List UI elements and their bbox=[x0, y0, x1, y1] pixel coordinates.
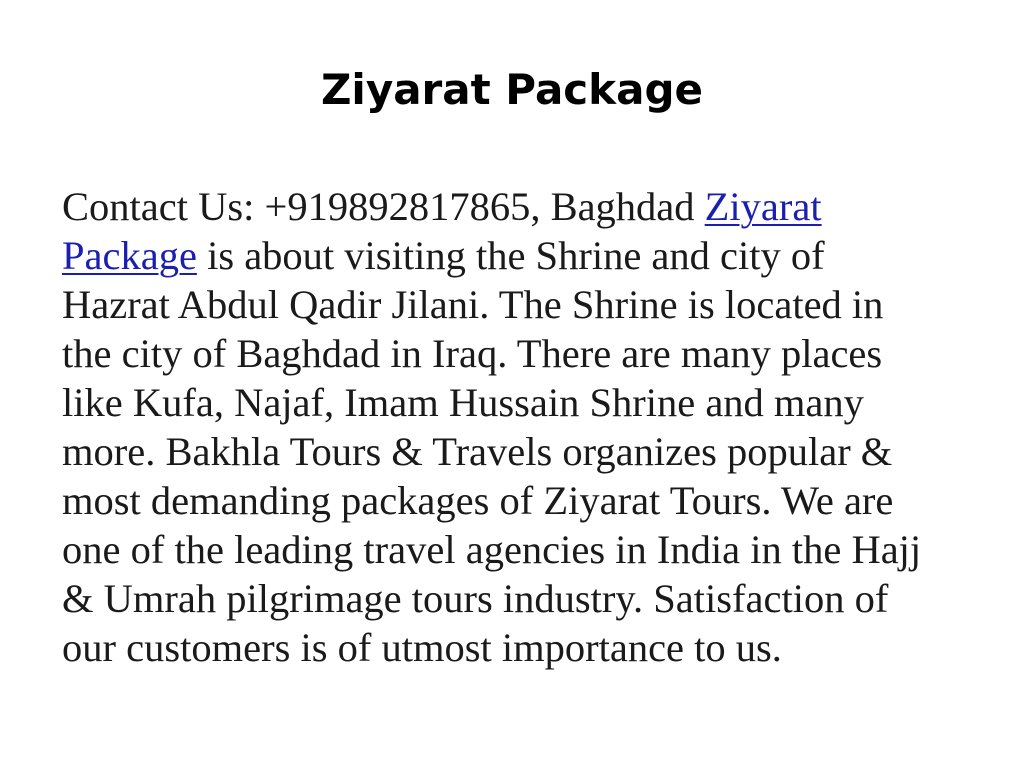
body-line-5: like Kufa, Najaf, Imam Hussain Shrine and many bbox=[62, 380, 864, 425]
slide-title: Ziyarat Package bbox=[320, 65, 704, 114]
body-line-3: Hazrat Abdul Qadir Jilani. The Shrine is located in bbox=[62, 282, 884, 327]
body-line-10: our customers is of utmost importance to us. bbox=[62, 625, 782, 670]
body-line-1-text: Contact Us: +919892817865, Baghdad bbox=[62, 184, 705, 229]
body-line-9: & Umrah pilgrimage tours industry. Satisfaction of bbox=[62, 576, 889, 621]
slide-body bbox=[62, 182, 1002, 672]
body-line-1 bbox=[62, 182, 1002, 231]
body-line-8: one of the leading travel agencies in India in the Hajj bbox=[62, 527, 922, 572]
ziyarat-package-link-part-1[interactable]: Ziyarat bbox=[704, 184, 822, 229]
ziyarat-package-link-part-2[interactable]: Package bbox=[62, 233, 197, 278]
body-line-4: the city of Baghdad in Iraq. There are many places bbox=[62, 331, 883, 376]
body-line-7: most demanding packages of Ziyarat Tours. We are bbox=[62, 478, 894, 523]
body-line-2-text: is about visiting the Shrine and city of bbox=[196, 233, 825, 278]
body-line-6: more. Bakhla Tours & Travels organizes popular & bbox=[62, 429, 893, 474]
body-line-2 bbox=[62, 231, 1002, 280]
